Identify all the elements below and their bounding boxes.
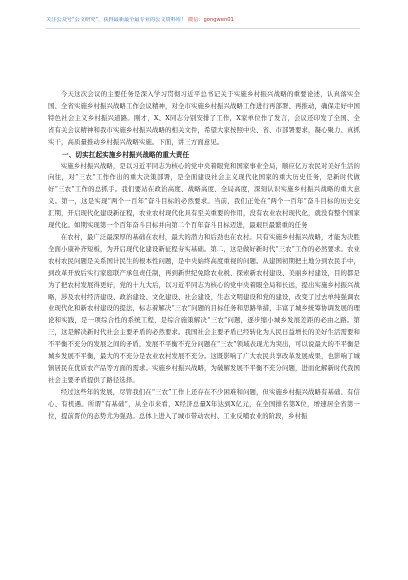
header-divider <box>46 28 360 29</box>
body-paragraph: 在农村，最广泛最深厚的基础在农村，最大的潜力和后劲也在农村。只有实施乡村振兴战略，才能为决胜全面小康补齐短板，为开启现代化建设新征程夯实基础。第二，这是做好新时代“三农”工作的必然要求。农业农村农民问题是关系国计民生的根本性问题，是中央始终高度重视的问题。从建国初期把土地分到农民手中，到改革开放后实行家庭联产承包责任制，再到新世纪免除农业税、探索新农村建设、美丽乡村建设，目的都是为了把农村发展得更好，党的十九大后，以习近平同志为核心的党中央着眼全局和长远，提出实施乡村振兴战略，涉及农村经济建设、政治建设、文化建设、社会建设、生态文明建设和党的建设，改变了过去单纯强调农业现代化和新农村建设的提法，标志着解决“三农”问题的目标任务和思路举措，丰富了城乡统筹协调发展的理论和实践，是一项综合性的系统工程，是综合施策解决“三农”问题，逐步缩小城乡发展差距的必由之路。第三，这是解决新时代社会主要矛盾的必然要求。我国社会主要矛盾已经转化为人民日益增长的美好生活需要和不平衡不充分的发展之间的矛盾，发展不平衡不充分问题在“三农”领域表现尤为突出，可以说最大的不平衡是城乡发展不平衡，最大的不充分是农业农村发展不充分。这既影响了广大农民共享改革发展成果，也影响了城镇居民在优质农产品等方面的需求。实施乡村振兴战略，为破解发展不平衡不充分问题，进而化解新时代我国社会主要矛盾提供了路径选择。 <box>48 232 360 384</box>
document-body <box>48 89 360 422</box>
banner-promo-text: 关注公众号“公文研究”，获得最新最全最专业的公文资料库！ <box>46 17 187 23</box>
intro-paragraph: 今天这次会议的主要任务是深入学习贯彻习近平总书记关于实施乡村振兴战略的重要论述，认真落实全国、全省实施乡村振兴战略工作会议精神，对全市实施乡村振兴战略工作进行再部署、再推动，确保走好中国特色社会主义乡村振兴道路。刚才，X、X同志分别安排了工作，X家单位作了发言，会议还印发了全国、全省有关会议精神和我市实施乡村振兴战略的相关文件，希望大家按照中央、省、市部署要求，凝心聚力、真抓实干，高质量推动乡村振兴战略实施。下面，讲三方面意见。 <box>48 90 360 146</box>
source-banner <box>46 17 376 24</box>
section-heading: 一、切实扛起实施乡村振兴战略的重大责任 <box>62 150 190 159</box>
body-paragraph: 经过这些年的发展，尽管我们在“三农”工作上还存在不少困难和问题，但实施乡村振兴战略有基础、有信心、有机遇。所谓“有基础”，从全市来看，X经济总量X年达到X亿元，在全国排名第X位，增速居全省第一位，提前晋位的态势尤为强劲。总体上进入了城市带动农村、工业反哺农业的阶段，乡村振 <box>48 387 360 420</box>
body-paragraph: 实施乡村振兴战略，是以习近平同志为核心的党中央着眼党和国家事业全局，顺应亿万农民对美好生活的向往，对“三农”工作作出的重大决策部署，是全面建设社会主义现代化国家的重大历史任务，是新时代做好“三农”工作的总抓手。我们要站在政治高度、战略高度、全局高度，深刻认识实施乡村振兴战略的重大意义。第一，这是实现“两个一百年”奋斗目标的必然要求。当前，我们正处在“两个一百年”奋斗目标的历史交汇期，开启现代化建设新征程，农业农村现代化具有至关重要的作用，没有农业农村现代化，就没有整个国家现代化。如期实现第一个百年奋斗目标并向第二个百年奋斗目标迈进，最艰巨最繁重的任务 <box>48 161 360 230</box>
banner-wechat-id: 微信：gongwen01 <box>187 17 234 23</box>
